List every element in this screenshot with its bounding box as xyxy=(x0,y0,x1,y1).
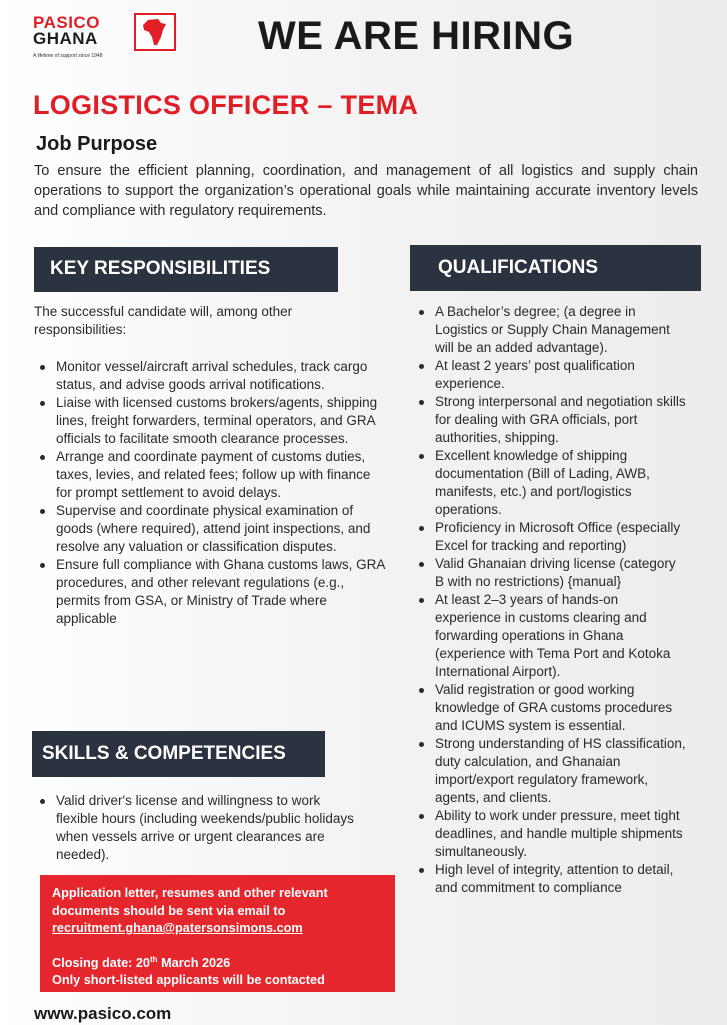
application-line-1: Application letter, resumes and other relevant xyxy=(52,886,328,900)
list-item: Liaise with licensed customs brokers/agents, shipping lines, freight forwarders, terminal operators, and GRA officials to facilitate smooth clearance processes. xyxy=(35,394,385,448)
job-title: LOGISTICS OFFICER – TEMA xyxy=(33,90,419,120)
list-item: Valid Ghanaian driving license (category B with no restrictions) {manual} xyxy=(414,555,686,591)
list-item: Strong interpersonal and negotiation skills for dealing with GRA officials, port authorities, shipping. xyxy=(414,393,686,447)
key-responsibilities-heading xyxy=(34,247,338,292)
qualifications-list xyxy=(414,303,686,897)
list-item: Arrange and coordinate payment of customs duties, taxes, levies, and related fees; follow up with finance for prompt settlement to avoid delays. xyxy=(35,448,385,502)
closing-date-suffix-ordinal: th xyxy=(150,954,158,964)
job-purpose-text: To ensure the efficient planning, coordination, and management of all logistics and supply chain operations to support the organization’s operational goals while maintaining accurate inventory levels and compliance with regulatory requirements. xyxy=(34,163,698,219)
application-email-link[interactable]: recruitment.ghana@patersonsimons.com xyxy=(52,921,303,935)
application-line-2: documents should be sent via email to xyxy=(52,903,286,918)
list-item: Valid driver's license and willingness to work flexible hours (including weekends/public holidays when vessels arrive or urgent clearances are needed). xyxy=(35,792,365,864)
responsibilities-list xyxy=(35,358,385,628)
list-item: Ability to work under pressure, meet tight deadlines, and handle multiple shipments simultaneously. xyxy=(414,807,686,861)
spacer xyxy=(52,938,395,951)
closing-date-prefix: Closing date: 20 xyxy=(52,955,150,970)
list-item: Valid registration or good working knowledge of GRA customs procedures and ICUMS system is essential. xyxy=(414,681,686,735)
list-item: At least 2 years’ post qualification experience. xyxy=(414,357,686,393)
job-purpose-heading: Job Purpose xyxy=(36,133,158,155)
closing-date xyxy=(52,951,395,973)
skills-list xyxy=(35,792,365,864)
list-item: Supervise and coordinate physical examination of goods (where required), attend joint inspections, and resolve any valuation or classification disputes. xyxy=(35,502,385,556)
list-item: High level of integrity, attention to detail, and commitment to compliance xyxy=(414,861,686,897)
closing-date-rest: March 2026 xyxy=(157,955,231,970)
qualifications-heading xyxy=(410,245,701,291)
logo-line-2: GHANA xyxy=(33,29,98,48)
qualifications-label: QUALIFICATIONS xyxy=(438,257,599,278)
list-item: At least 2–3 years of hands-on experience in customs clearing and forwarding operations in Ghana (experience with Tema Port and Kotoka International Airport). xyxy=(414,591,686,681)
logo-wordmark xyxy=(33,15,100,47)
shortlist-note: Only short-listed applicants will be contacted xyxy=(52,973,325,988)
logo-line-1: PASICO xyxy=(33,13,100,32)
africa-map-icon xyxy=(134,13,176,51)
pasico-logo xyxy=(33,13,183,63)
list-item: Monitor vessel/aircraft arrival schedules, track cargo status, and advise goods arrival notifications. xyxy=(35,358,385,394)
responsibilities-intro: The successful candidate will, among other responsibilities: xyxy=(34,304,293,337)
skills-heading xyxy=(32,731,325,777)
key-responsibilities-label: KEY RESPONSIBILITIES xyxy=(50,258,271,279)
list-item: Proficiency in Microsoft Office (especially Excel for tracking and reporting) xyxy=(414,519,686,555)
page-title: WE ARE HIRING xyxy=(258,14,575,58)
list-item: Excellent knowledge of shipping documentation (Bill of Lading, AWB, manifests, etc.) and port/logistics operations. xyxy=(414,447,686,519)
logo-tagline: A lifetime of support since 1948 xyxy=(33,53,103,59)
list-item: Strong understanding of HS classification, duty calculation, and Ghanaian import/export regulatory framework, agents, and clients. xyxy=(414,735,686,807)
list-item: Ensure full compliance with Ghana customs laws, GRA procedures, and other relevant regulations (e.g., permits from GSA, or Ministry of Trade where applicable xyxy=(35,556,385,628)
skills-label: SKILLS & COMPETENCIES xyxy=(42,743,286,764)
application-info-box xyxy=(40,875,395,992)
website-link[interactable]: www.pasico.com xyxy=(34,1004,172,1023)
list-item: A Bachelor’s degree; (a degree in Logistics or Supply Chain Management will be an added advantage). xyxy=(414,303,686,357)
